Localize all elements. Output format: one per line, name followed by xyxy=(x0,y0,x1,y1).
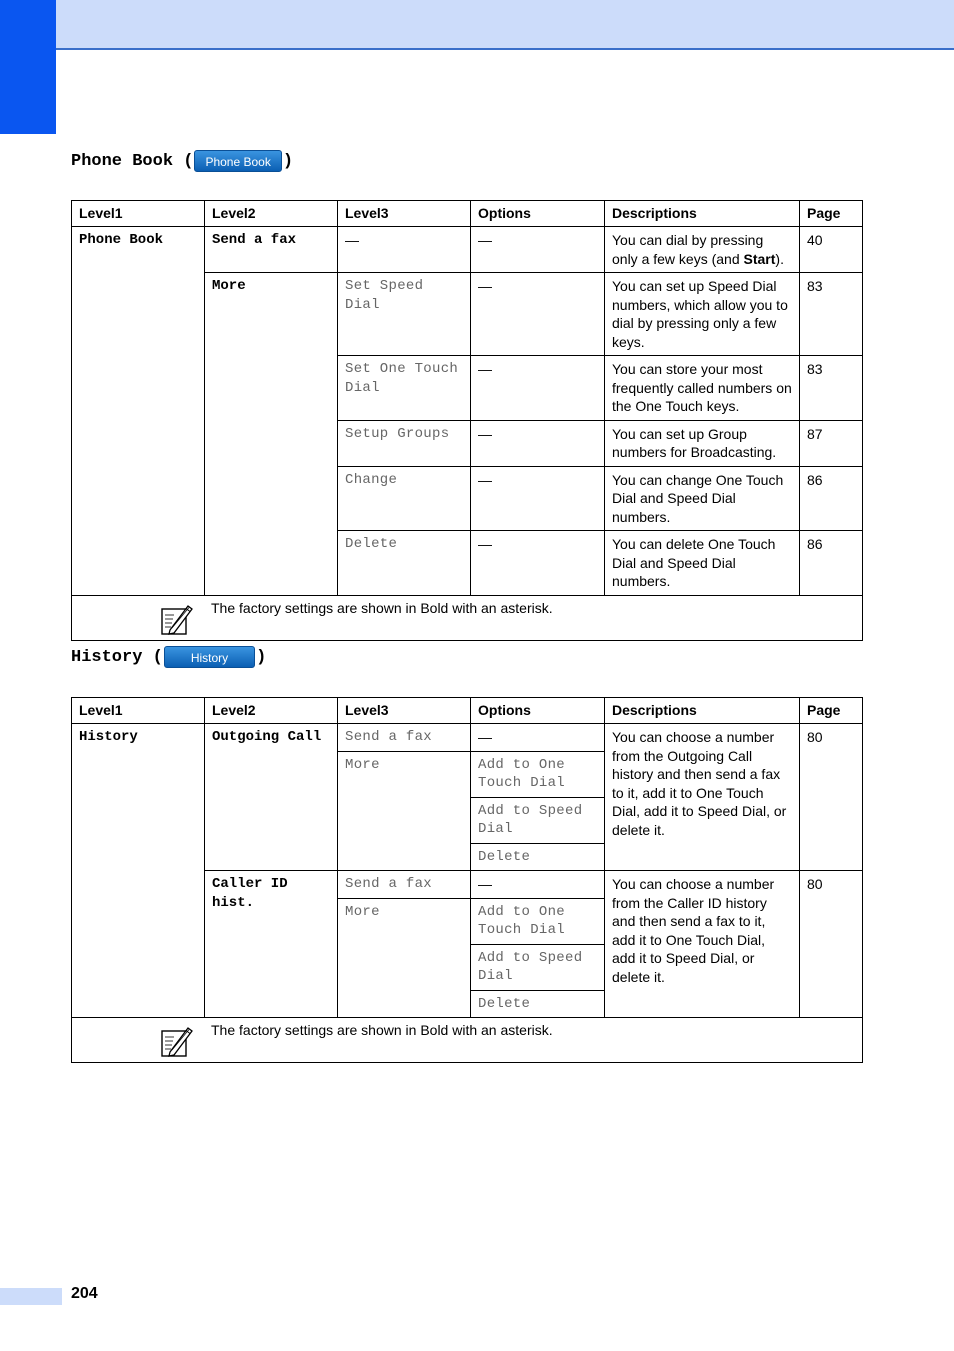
page-cell: 80 xyxy=(800,871,863,1018)
level2-cell: Caller ID hist. xyxy=(205,871,338,1018)
level1-cell: Phone Book xyxy=(72,227,205,596)
options-cell: — xyxy=(471,273,605,356)
level3-cell: More xyxy=(338,751,471,871)
header-level3: Level3 xyxy=(338,201,471,227)
options-cell: — xyxy=(471,420,605,466)
phone-book-table xyxy=(71,200,863,641)
level3-cell: Send a fax xyxy=(338,871,471,899)
options-cell: Add to One Touch Dial xyxy=(471,898,605,944)
note-text: The factory settings are shown in Bold with an asterisk. xyxy=(211,1022,553,1038)
paren-open: ( xyxy=(152,647,163,667)
level3-cell: More xyxy=(338,898,471,1018)
phone-book-heading xyxy=(71,150,293,172)
note-text: The factory settings are shown in Bold with an asterisk. xyxy=(211,599,553,616)
page-cell: 40 xyxy=(800,227,863,273)
page-cell: 83 xyxy=(800,356,863,421)
level3-cell: Change xyxy=(338,466,471,531)
level1-cell: History xyxy=(72,724,205,1018)
header-level1: Level1 xyxy=(72,201,205,227)
options-cell: Delete xyxy=(471,843,605,871)
note-row xyxy=(72,1018,863,1063)
header-level2: Level2 xyxy=(205,201,338,227)
description-cell: You can delete One Touch Dial and Speed Dial numbers. xyxy=(605,531,800,596)
paren-open: ( xyxy=(183,151,194,171)
paren-close: ) xyxy=(256,647,267,667)
table-row xyxy=(72,724,863,752)
level2-cell: Send a fax xyxy=(205,227,338,273)
page-cell: 80 xyxy=(800,724,863,871)
description-cell: You can choose a number from the Caller ID history and then send a fax to it, add it to One Touch Dial, add it to Speed Dial, or delete it. xyxy=(605,871,800,1018)
level3-cell: Delete xyxy=(338,531,471,596)
note-row xyxy=(72,595,863,640)
level3-cell: Send a fax xyxy=(338,724,471,752)
page-cell: 83 xyxy=(800,273,863,356)
description-cell: You can choose a number from the Outgoing Call history and then send a fax to it, add it to One Touch Dial, add it to Speed Dial, or delete it. xyxy=(605,724,800,871)
level3-cell: Set One Touch Dial xyxy=(338,356,471,421)
options-cell: Add to Speed Dial xyxy=(471,797,605,843)
table-header-row xyxy=(72,698,863,724)
options-cell: Delete xyxy=(471,990,605,1018)
page-number-tab xyxy=(0,1288,62,1305)
level3-cell: — xyxy=(338,227,471,273)
desc-text: You can dial by pressing only a few keys (and xyxy=(612,232,764,267)
page-cell: 87 xyxy=(800,420,863,466)
header-descriptions: Descriptions xyxy=(605,698,800,724)
header-descriptions: Descriptions xyxy=(605,201,800,227)
page-number: 204 xyxy=(71,1285,98,1302)
header-level1: Level1 xyxy=(72,698,205,724)
header-level2: Level2 xyxy=(205,698,338,724)
chapter-tab xyxy=(0,0,56,134)
description-cell: You can store your most frequently called numbers on the One Touch keys. xyxy=(605,356,800,421)
description-cell: You can set up Group numbers for Broadcasting. xyxy=(605,420,800,466)
options-cell: Add to Speed Dial xyxy=(471,944,605,990)
level3-cell: Set Speed Dial xyxy=(338,273,471,356)
history-button[interactable]: History xyxy=(164,646,255,668)
description-cell xyxy=(605,227,800,273)
table-header-row xyxy=(72,201,863,227)
header-options: Options xyxy=(471,698,605,724)
options-cell: — xyxy=(471,531,605,596)
header-options: Options xyxy=(471,201,605,227)
table-row xyxy=(72,227,863,273)
note-pencil-icon xyxy=(160,1025,194,1058)
options-cell: — xyxy=(471,871,605,899)
options-cell: — xyxy=(471,227,605,273)
options-cell: — xyxy=(471,724,605,752)
level2-cell: Outgoing Call xyxy=(205,724,338,871)
level2-cell: More xyxy=(205,273,338,596)
level3-cell: Setup Groups xyxy=(338,420,471,466)
options-cell: — xyxy=(471,466,605,531)
phone-book-title: Phone Book xyxy=(71,151,174,171)
desc-text-end: ). xyxy=(775,250,784,267)
history-title: History xyxy=(71,647,143,667)
history-heading xyxy=(71,646,266,668)
options-cell: Add to One Touch Dial xyxy=(471,751,605,797)
note-cell xyxy=(72,1018,863,1063)
start-key-label: Start xyxy=(743,250,776,267)
note-cell xyxy=(72,595,863,640)
phone-book-button[interactable]: Phone Book xyxy=(194,150,281,172)
page-cell: 86 xyxy=(800,466,863,531)
header-band xyxy=(0,0,954,50)
description-cell: You can change One Touch Dial and Speed Dial numbers. xyxy=(605,466,800,531)
paren-close: ) xyxy=(282,151,294,171)
description-cell: You can set up Speed Dial numbers, which allow you to dial by pressing only a few keys. xyxy=(605,273,800,356)
header-level3: Level3 xyxy=(338,698,471,724)
page-cell: 86 xyxy=(800,531,863,596)
header-page: Page xyxy=(800,698,863,724)
header-page: Page xyxy=(800,201,863,227)
note-pencil-icon xyxy=(160,603,194,636)
history-table xyxy=(71,697,863,1063)
options-cell: — xyxy=(471,356,605,421)
